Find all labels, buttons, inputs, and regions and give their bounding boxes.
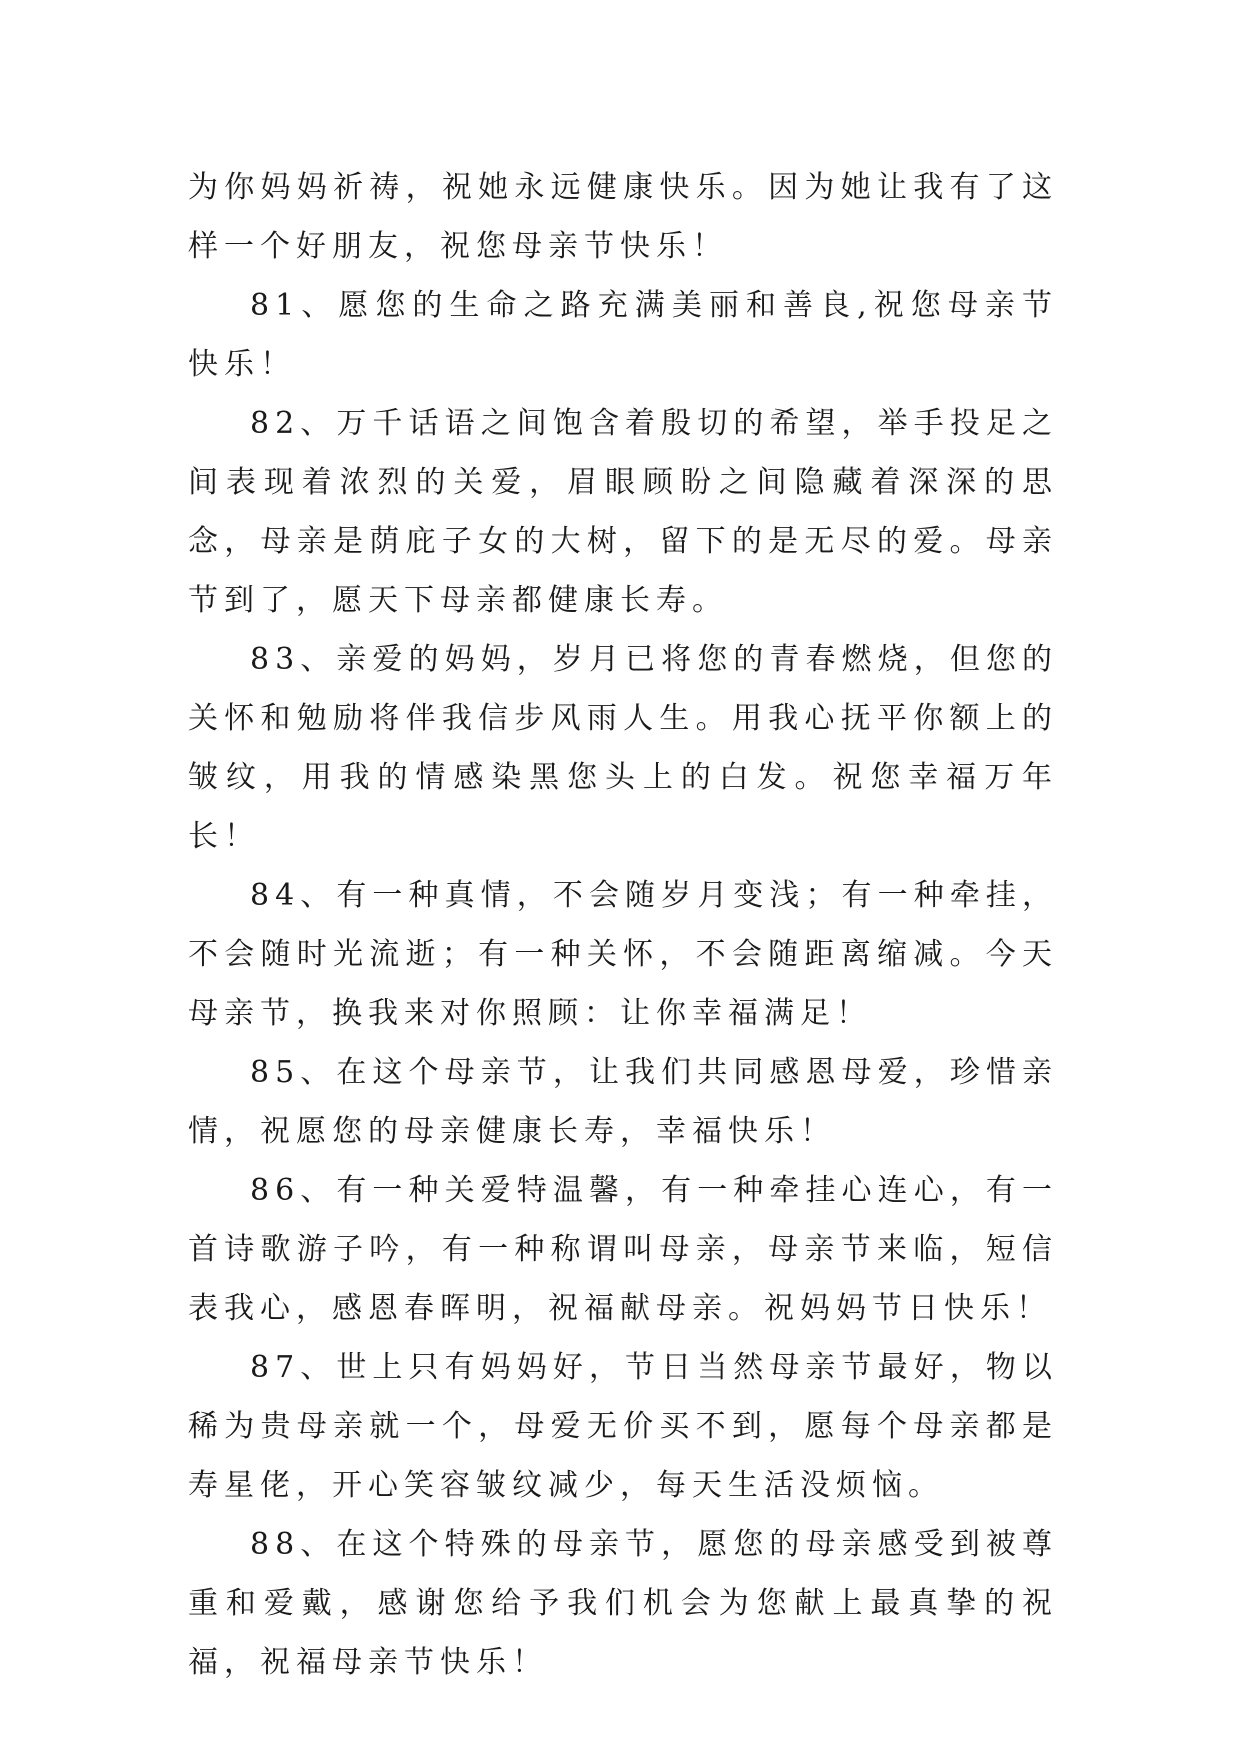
paragraph-86: 86、有一种关爱特温馨，有一种牵挂心连心，有一首诗歌游子吟，有一种称谓叫母亲，母亲节来临，短信表我心，感恩春晖明，祝福献母亲。祝妈妈节日快乐！ [188,1173,1058,1326]
paragraph-continuation: 为你妈妈祈祷，祝她永远健康快乐。因为她让我有了这样一个好朋友，祝您母亲节快乐！ [188,170,1058,264]
paragraph-88: 88、在这个特殊的母亲节，愿您的母亲感受到被尊重和爱戴，感谢您给予我们机会为您献上最真挚的祝福，祝福母亲节快乐！ [188,1527,1058,1680]
paragraph-81: 81、愿您的生命之路充满美丽和善良,祝您母亲节快乐！ [188,288,1058,382]
paragraph-82: 82、万千话语之间饱含着殷切的希望，举手投足之间表现着浓烈的关爱，眉眼顾盼之间隐藏着深深的思念，母亲是荫庇子女的大树，留下的是无尽的爱。母亲节到了，愿天下母亲都健康长寿。 [188,406,1058,618]
paragraph-83: 83、亲爱的妈妈，岁月已将您的青春燃烧，但您的关怀和勉励将伴我信步风雨人生。用我心抚平你额上的皱纹，用我的情感染黑您头上的白发。祝您幸福万年长！ [188,642,1058,854]
paragraph-85: 85、在这个母亲节，让我们共同感恩母爱，珍惜亲情，祝愿您的母亲健康长寿，幸福快乐！ [188,1055,1058,1149]
document-page [188,158,1058,1692]
paragraph-87: 87、世上只有妈妈好，节日当然母亲节最好，物以稀为贵母亲就一个，母爱无价买不到，愿每个母亲都是寿星佬，开心笑容皱纹减少，每天生活没烦恼。 [188,1350,1058,1503]
paragraph-84: 84、有一种真情，不会随岁月变浅；有一种牵挂，不会随时光流逝；有一种关怀，不会随距离缩减。今天母亲节，换我来对你照顾：让你幸福满足！ [188,878,1058,1031]
